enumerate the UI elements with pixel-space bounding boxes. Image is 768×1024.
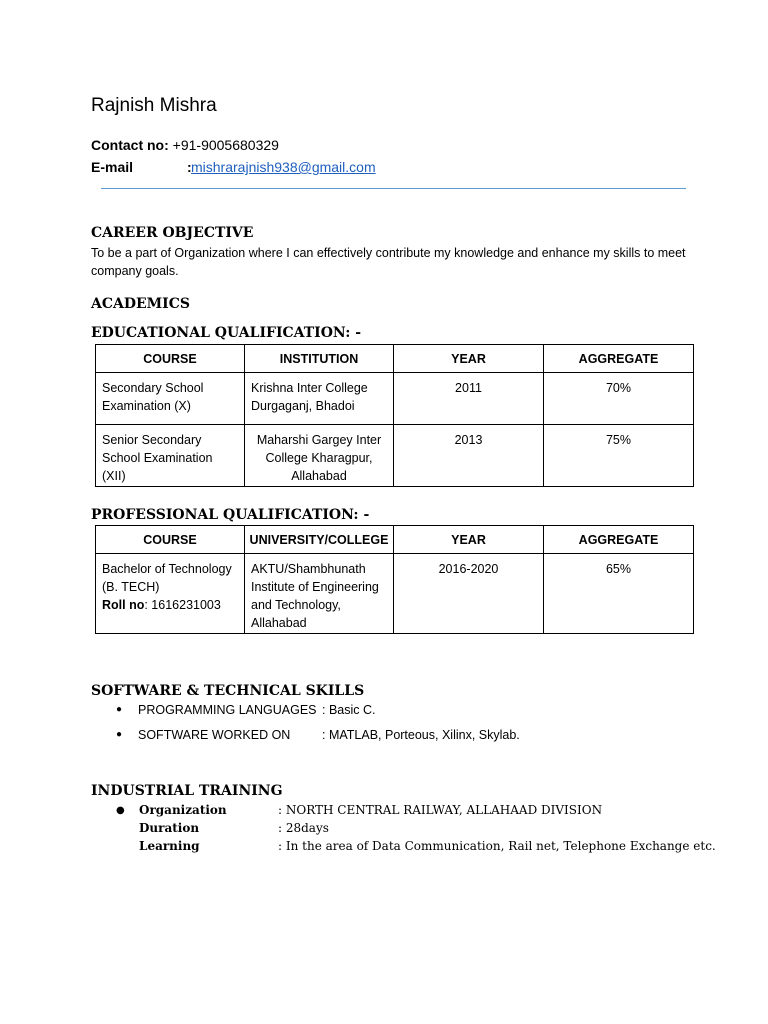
academics-heading: ACADEMICS bbox=[91, 296, 190, 312]
table-header-row bbox=[96, 526, 694, 554]
training-value: : 28days bbox=[278, 821, 329, 835]
skills-list bbox=[116, 703, 676, 753]
course-cell: Secondary School Examination (X) bbox=[96, 373, 245, 425]
training-label: Learning bbox=[139, 839, 200, 853]
candidate-name: Rajnish Mishra bbox=[91, 95, 217, 116]
aggregate-cell: 75% bbox=[544, 425, 694, 487]
university-cell: AKTU/Shambhunath Institute of Engineering and Technology, Allahabad bbox=[245, 554, 394, 634]
training-value: : NORTH CENTRAL RAILWAY, ALLAHAAD DIVISION bbox=[278, 803, 603, 817]
column-header: UNIVERSITY/COLLEGE bbox=[245, 526, 394, 554]
email-line bbox=[91, 159, 376, 175]
contact-label: Contact no: bbox=[91, 137, 169, 153]
year-cell: 2016-2020 bbox=[394, 554, 544, 634]
header-divider bbox=[101, 188, 686, 189]
bullet-icon: ● bbox=[116, 805, 125, 816]
skill-label: PROGRAMMING LANGUAGES bbox=[138, 703, 317, 717]
email-label: E-mail bbox=[91, 159, 134, 175]
contact-number: +91-9005680329 bbox=[172, 137, 279, 153]
career-objective-heading: CAREER OBJECTIVE bbox=[91, 225, 254, 241]
training-row bbox=[116, 803, 716, 821]
course-cell: Senior Secondary School Examination (XII) bbox=[96, 425, 245, 487]
table-header-row bbox=[96, 345, 694, 373]
column-header: COURSE bbox=[96, 345, 245, 373]
aggregate-cell: 70% bbox=[544, 373, 694, 425]
institution-cell: Krishna Inter College Durgaganj, Bhadoi bbox=[245, 373, 394, 425]
skills-heading: SOFTWARE & TECHNICAL SKILLS bbox=[91, 683, 365, 699]
roll-number bbox=[102, 596, 238, 614]
course-name: Bachelor of Technology (B. TECH) bbox=[102, 562, 232, 594]
educational-qualification-table bbox=[95, 344, 694, 487]
column-header: COURSE bbox=[96, 526, 245, 554]
industrial-training-heading: INDUSTRIAL TRAINING bbox=[91, 783, 283, 799]
contact-line bbox=[91, 137, 279, 153]
professional-qualification-heading: PROFESSIONAL QUALIFICATION: - bbox=[91, 507, 370, 523]
email-colon: : bbox=[187, 159, 192, 175]
roll-label: Roll no bbox=[102, 598, 145, 612]
list-item bbox=[116, 728, 676, 753]
skill-label: SOFTWARE WORKED ON bbox=[138, 728, 291, 742]
educational-qualification-heading: EDUCATIONAL QUALIFICATION: - bbox=[91, 325, 362, 341]
training-label: Duration bbox=[139, 821, 200, 835]
training-row bbox=[116, 821, 716, 839]
professional-qualification-table bbox=[95, 525, 694, 634]
aggregate-cell: 65% bbox=[544, 554, 694, 634]
course-cell bbox=[96, 554, 245, 634]
bullet-icon: ● bbox=[116, 729, 123, 740]
training-details bbox=[116, 803, 716, 857]
column-header: YEAR bbox=[394, 526, 544, 554]
career-objective-text: To be a part of Organization where I can effectively contribute my knowledge and enhance my skills to meet company goals. bbox=[91, 246, 686, 278]
table-row bbox=[96, 373, 694, 425]
table-row bbox=[96, 554, 694, 634]
email-link[interactable]: mishrarajnish938@gmail.com bbox=[191, 159, 376, 175]
column-header: AGGREGATE bbox=[544, 345, 694, 373]
training-row bbox=[116, 839, 716, 857]
skill-value: : Basic C. bbox=[322, 703, 376, 717]
training-label: Organization bbox=[139, 803, 227, 817]
column-header: INSTITUTION bbox=[245, 345, 394, 373]
roll-value: : 1616231003 bbox=[144, 598, 221, 612]
bullet-icon: ● bbox=[116, 704, 123, 715]
column-header: YEAR bbox=[394, 345, 544, 373]
list-item bbox=[116, 703, 676, 728]
column-header: AGGREGATE bbox=[544, 526, 694, 554]
training-value: : In the area of Data Communication, Rail net, Telephone Exchange etc. bbox=[278, 839, 716, 853]
year-cell: 2011 bbox=[394, 373, 544, 425]
skill-value: : MATLAB, Porteous, Xilinx, Skylab. bbox=[322, 728, 520, 742]
table-row bbox=[96, 425, 694, 487]
year-cell: 2013 bbox=[394, 425, 544, 487]
institution-cell: Maharshi Gargey Inter College Kharagpur, Allahabad bbox=[245, 425, 394, 487]
